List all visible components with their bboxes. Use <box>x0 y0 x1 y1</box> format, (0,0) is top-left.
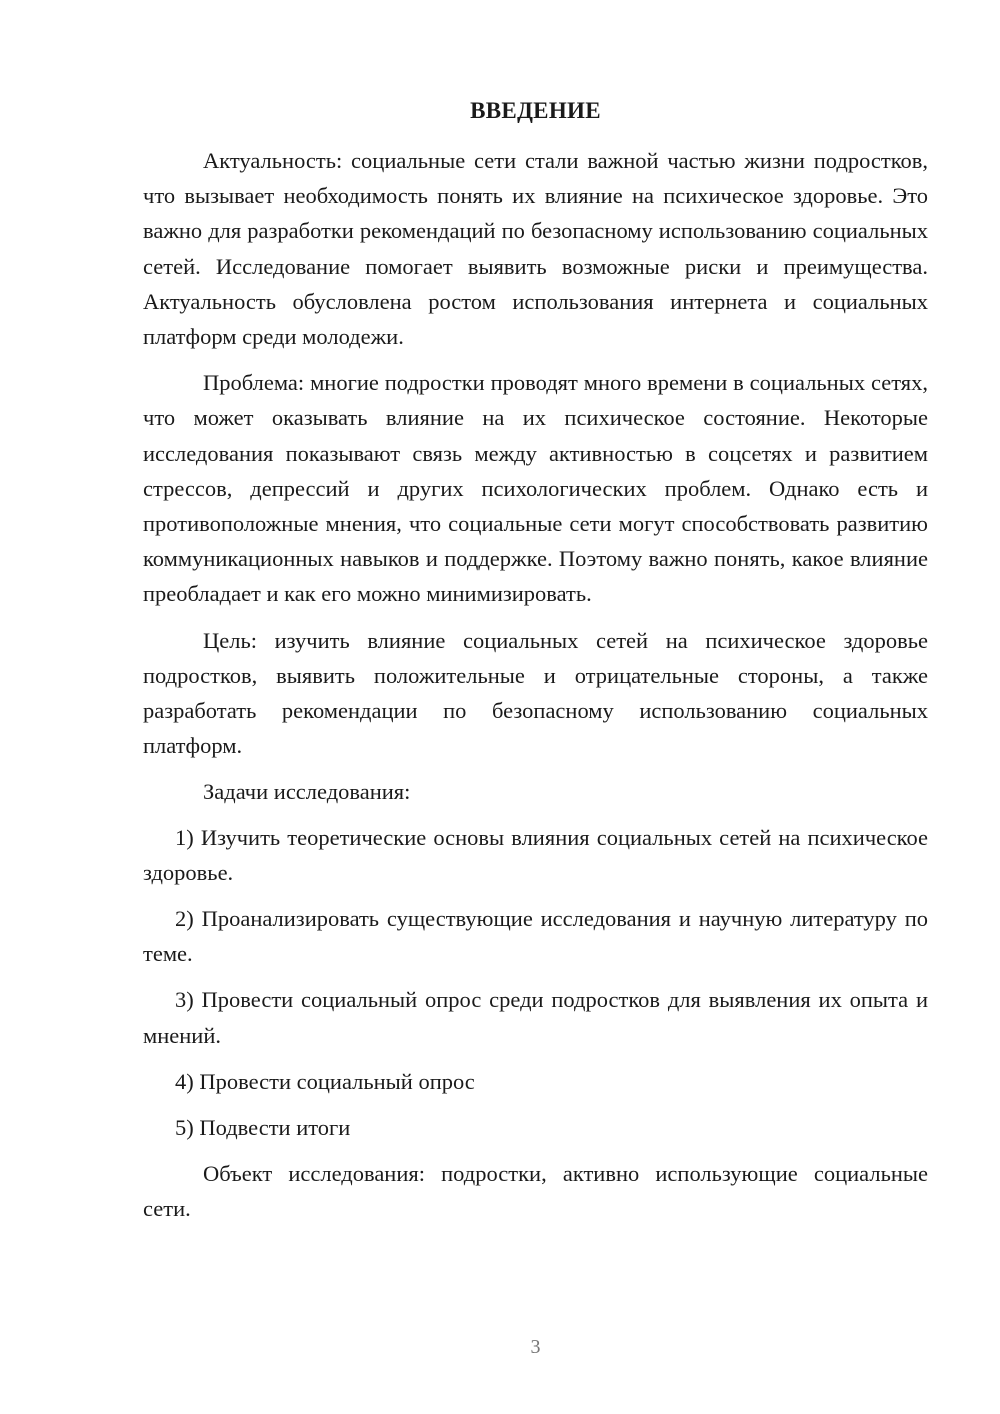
goal-paragraph: Цель: изучить влияние социальных сетей на психическое здоровье подростков, выявить положительные и отрицательные стороны, а также разработать рекомендации по безопасному использованию социальных платформ. <box>143 627 928 759</box>
page-number: 3 <box>530 1336 541 1358</box>
task-item-3: 3) Провести социальный опрос среди подростков для выявления их опыта и мнений. <box>143 987 928 1048</box>
page-title: ВВЕДЕНИЕ <box>470 98 601 123</box>
relevance-paragraph: Актуальность: социальные сети стали важной частью жизни подростков, что вызывает необходимость понять их влияние на психическое здоровье. Это важно для разработки рекомендаций по безопасному использованию социальных сетей. Исследование помогает выявить возможные риски и преимущества. Актуальность обусловлена ростом использования интернета и социальных платформ среди молодежи. <box>143 148 928 350</box>
task-item-1: 1) Изучить теоретические основы влияния социальных сетей на психическое здоровье. <box>143 824 928 885</box>
task-item-2: 2) Проанализировать существующие исследования и научную литературу по теме. <box>143 906 928 967</box>
document-page <box>143 0 928 1414</box>
document-body <box>143 143 928 1238</box>
task-item-5: 5) Подвести итоги <box>175 1115 351 1141</box>
task-item-4: 4) Провести социальный опрос <box>175 1068 475 1094</box>
problem-paragraph: Проблема: многие подростки проводят много времени в социальных сетях, что может оказывать влияние на их психическое состояние. Некоторые исследования показывают связь между активностью в соцсетях и развитием стрессов, депрессий и других психологических проблем. Однако есть и противоположные мнения, что социальные сети могут способствовать развитию коммуникационных навыков и поддержке. Поэтому важно понять, какое влияние преобладает и как его можно минимизировать. <box>143 370 928 607</box>
object-paragraph: Объект исследования: подростки, активно использующие социальные сети. <box>143 1161 928 1222</box>
tasks-heading: Задачи исследования: <box>203 779 411 805</box>
